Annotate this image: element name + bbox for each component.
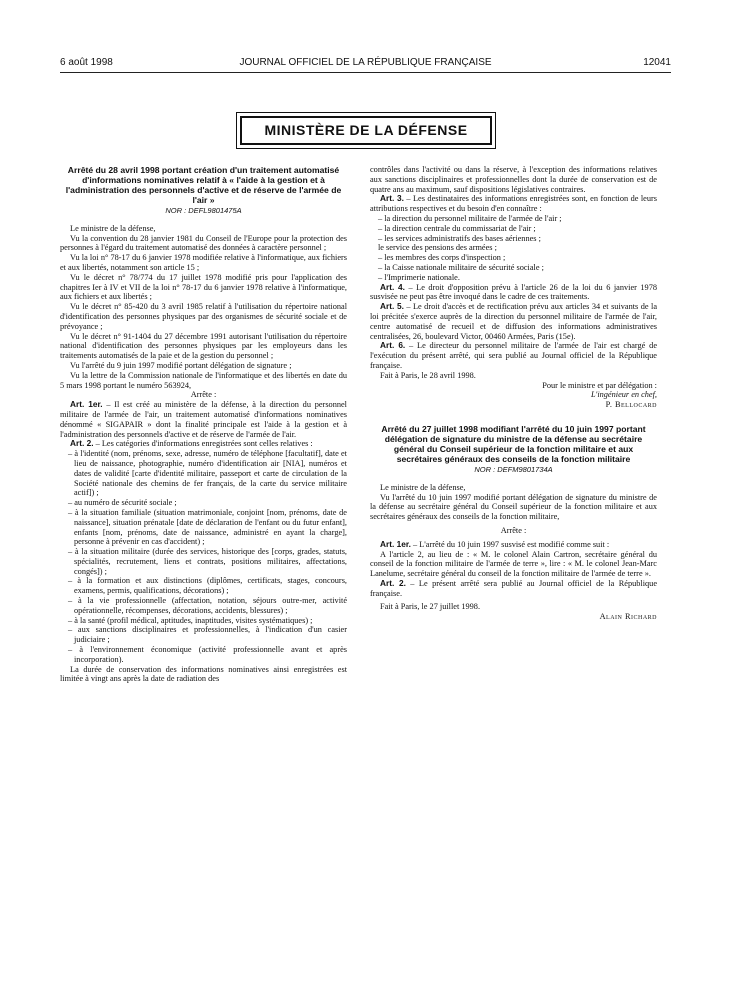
signature-date: Fait à Paris, le 27 juillet 1998. (380, 602, 481, 612)
article-1 (60, 400, 347, 439)
nor-reference-2: NOR : DEFM9801734A (474, 464, 553, 474)
article-label: Art. 1er. (70, 399, 103, 410)
article-label: Art. 3. (380, 193, 404, 204)
decree-title-1: Arrêté du 28 avril 1998 portant création d'un traitement automatisé d'informations nominatives relatif à « l'aide à la gestion et à l'administration des personnels d'active et de réserve de l'armée de l'air » (65, 165, 342, 205)
signer-name: P. Bellocard (605, 400, 657, 410)
paragraph-continued: contrôles dans l'activité ou dans la réserve, à l'exception des informations relatives aux sanctions disciplinaires et professionnelles dont la durée de conservation est de quatre ans au maximum, sauf dispositions législatives contraires. (370, 165, 657, 194)
article-label: Art. 6. (380, 340, 406, 351)
article-text: – Les catégories d'informations enregistrées sont celles relatives : (93, 439, 313, 449)
header-rule (60, 72, 671, 73)
list-item: – à la formation et aux distinctions (diplômes, certificats, stages, concours, examens, permis, qualifications, décorations) ; (68, 576, 347, 596)
paragraph: Vu la loi n° 78-17 du 6 janvier 1978 modifiée relative à l'informatique, aux fichiers et aux libertés, notamment son article 15 ; (60, 253, 347, 272)
article-label: Art. 4. (380, 281, 405, 292)
arrete-heading: Arrête : (190, 390, 217, 400)
header-date: 6 août 1998 (60, 57, 113, 68)
paragraph: Vu le décret n° 78/774 du 17 juillet 1978 modifié pris pour l'application des chapitres Ier à IV et VII de la loi n° 78-17 du 6 janvier 1978 relative à l'informatique, aux fichiers et aux libertés ; (60, 272, 347, 302)
ministry-banner: MINISTÈRE DE LA DÉFENSE (240, 116, 492, 145)
list-item: – à la situation familiale (situation matrimoniale, conjoint [nom, prénoms, date de naissance], situation prénatale [date de déclaration de l'enfant ou du futur enfant], enfants [nom, prénoms, date de naissance, administré en ayant la charge], personne à prévenir en cas d'accident) ; (68, 507, 347, 547)
right-column (370, 165, 657, 622)
list-item: – la Caisse nationale militaire de sécurité sociale ; (378, 262, 544, 272)
signer-name: Alain Richard (599, 612, 657, 622)
signer-title: L'ingénieur en chef, (590, 390, 657, 400)
article-6 (370, 341, 657, 370)
paragraph: Vu le décret n° 85-420 du 3 avril 1985 relatif à l'utilisation du répertoire national d'identification des personnes physiques par des organismes de sécurité sociale et de prévoyance ; (60, 302, 347, 331)
delegation-line: Pour le ministre et par délégation : (542, 380, 657, 390)
article-label: Art. 2. (70, 438, 94, 449)
arrete-heading: Arrête : (500, 525, 527, 535)
nor-reference-1: NOR : DEFL9801475A (165, 206, 242, 215)
list-item: – la direction du personnel militaire de l'armée de l'air ; (378, 213, 562, 223)
decree-title-2: Arrêté du 27 juillet 1998 modifiant l'arrêté du 10 juin 1997 portant délégation de signature du ministre de la défense au secrétaire général du Conseil supérieur de la fonction militaire et aux secrétaires généraux des conseils de la fonction militaire (381, 423, 646, 464)
paragraph: Vu la lettre de la Commission nationale de l'informatique et des libertés en date du 5 mars 1998 portant le numéro 563924, (60, 370, 347, 390)
list-item: – les services administratifs des bases aériennes ; (378, 233, 541, 243)
paragraph: Vu l'arrêté du 9 juin 1997 modifié portant délégation de signature ; (70, 360, 292, 370)
paragraph: Vu la convention du 28 janvier 1981 du Conseil de l'Europe pour la protection des personnes à l'égard du traitement automatisé des données à caractère personnel ; (60, 233, 347, 253)
list-item: – l'Imprimerie nationale. (378, 272, 460, 282)
paragraph: Le ministre de la défense, (70, 223, 156, 233)
article-4 (370, 283, 657, 303)
left-column (60, 165, 347, 684)
article-text: – Il est créé au ministère de la défense, à la direction du personnel militaire de l'armée de l'air, un traitement automatisé d'informations nominatives dénommé « SIGAPAIR » dont la finalité principale est l'aide à la gestion et à l'administration des personnels d'active et de réserve de l'armée de l'air. (60, 400, 347, 439)
list-item: – au numéro de sécurité sociale ; (68, 498, 177, 508)
paragraph: Vu le décret n° 91-1404 du 27 décembre 1991 autorisant l'utilisation du répertoire national d'identification des personnes physiques par les employeurs dans les traitements automatisés de la paie et de la gestion du personnel ; (60, 331, 347, 361)
list-item: – à la situation militaire (durée des services, historique des [corps, grades, statuts, spécialités, recrutement, liens et contrats, positions militaires, affectations, congés]) ; (68, 547, 347, 576)
list-item: – à la vie professionnelle (affectation, notation, séjours outre-mer, activité opérationnelle, récompenses, décorations, accidents, blessures) ; (68, 596, 347, 615)
list-item: – aux sanctions disciplinaires et professionnelles, à l'indication d'un casier judiciaire ; (68, 625, 347, 645)
list-item: – la direction centrale du commissariat de l'air ; (378, 223, 536, 233)
article-5 (370, 302, 657, 341)
list-item: le service des pensions des armées ; (378, 243, 497, 253)
article-text: – Le droit d'accès et de rectification prévu aux articles 34 et suivants de la loi précitée s'exerce auprès de la direction du personnel militaire de l'armée de l'air, centre automatisé de recueil et de diffusion des informations administratives centralisées, 26, boulevard Victor, 00460 Armées, Paris (15e). (370, 302, 657, 341)
article-text: – L'arrêté du 10 juin 1997 susvisé est modifié comme suit : (410, 539, 610, 549)
article-label: Art. 1er. (380, 538, 411, 549)
header-page-number: 12041 (643, 57, 671, 68)
signature-date: Fait à Paris, le 28 avril 1998. (380, 370, 476, 380)
article-text: – Le droit d'opposition prévu à l'article 26 de la loi du 6 janvier 1978 susvisée ne peut pas être invoqué dans le cadre de ces traitements. (370, 282, 657, 302)
article-2 (60, 439, 347, 449)
header-journal-title: JOURNAL OFFICIEL DE LA RÉPUBLIQUE FRANÇAISE (239, 57, 492, 68)
paragraph: A l'article 2, au lieu de : « M. le colonel Alain Cartron, secrétaire général du conseil de la fonction militaire de l'armée de terre », lire : « M. le colonel Jean-Marc Lanelume, secrétaire général du conseil de la fonction militaire de l'armée de terre ». (370, 549, 657, 579)
list-item: – à l'identité (nom, prénoms, sexe, adresse, numéro de téléphone [facultatif], date et lieu de naissance, photographie, numéro d'identification air [NIA], numéros et dates de validité [carte d'identité militaire, passeport et carte de circulation de la Société nationale des chemins de fer français, de la carte du service militaire actif]) ; (68, 449, 347, 498)
article-text: – Le présent arrêté sera publié au Journal officiel de la République française. (370, 578, 657, 598)
paragraph: Le ministre de la défense, (380, 482, 466, 492)
list-item: – à la santé (profil médical, aptitudes, inaptitudes, visites systématiques) ; (68, 615, 313, 625)
list-item: – à l'environnement économique (activité professionnelle avant et après incorporation). (68, 645, 347, 664)
article-3 (370, 194, 657, 214)
article-1-b (370, 540, 657, 550)
list-item: – les membres des corps d'inspection ; (378, 253, 506, 263)
article-label: Art. 5. (380, 301, 404, 312)
article-2-b (370, 579, 657, 599)
article-text: – Les destinataires des informations enregistrées sont, en fonction de leurs attributions respectives et du besoin d'en connaître : (370, 194, 657, 214)
paragraph: Vu l'arrêté du 10 juin 1997 modifié portant délégation de signature du ministre de la défense au secrétaire général du Conseil supérieur de la fonction militaire et aux secrétaires généraux des conseils de la fonction militaire, (370, 492, 657, 522)
article-label: Art. 2. (380, 577, 406, 588)
article-text: – Le directeur du personnel militaire de l'armée de l'air est chargé de l'exécution du présent arrêté, qui sera publié au Journal officiel de la République française. (370, 341, 657, 370)
paragraph: La durée de conservation des informations nominatives ainsi enregistrées est limitée à vingt ans après la date de radiation des (60, 664, 347, 684)
